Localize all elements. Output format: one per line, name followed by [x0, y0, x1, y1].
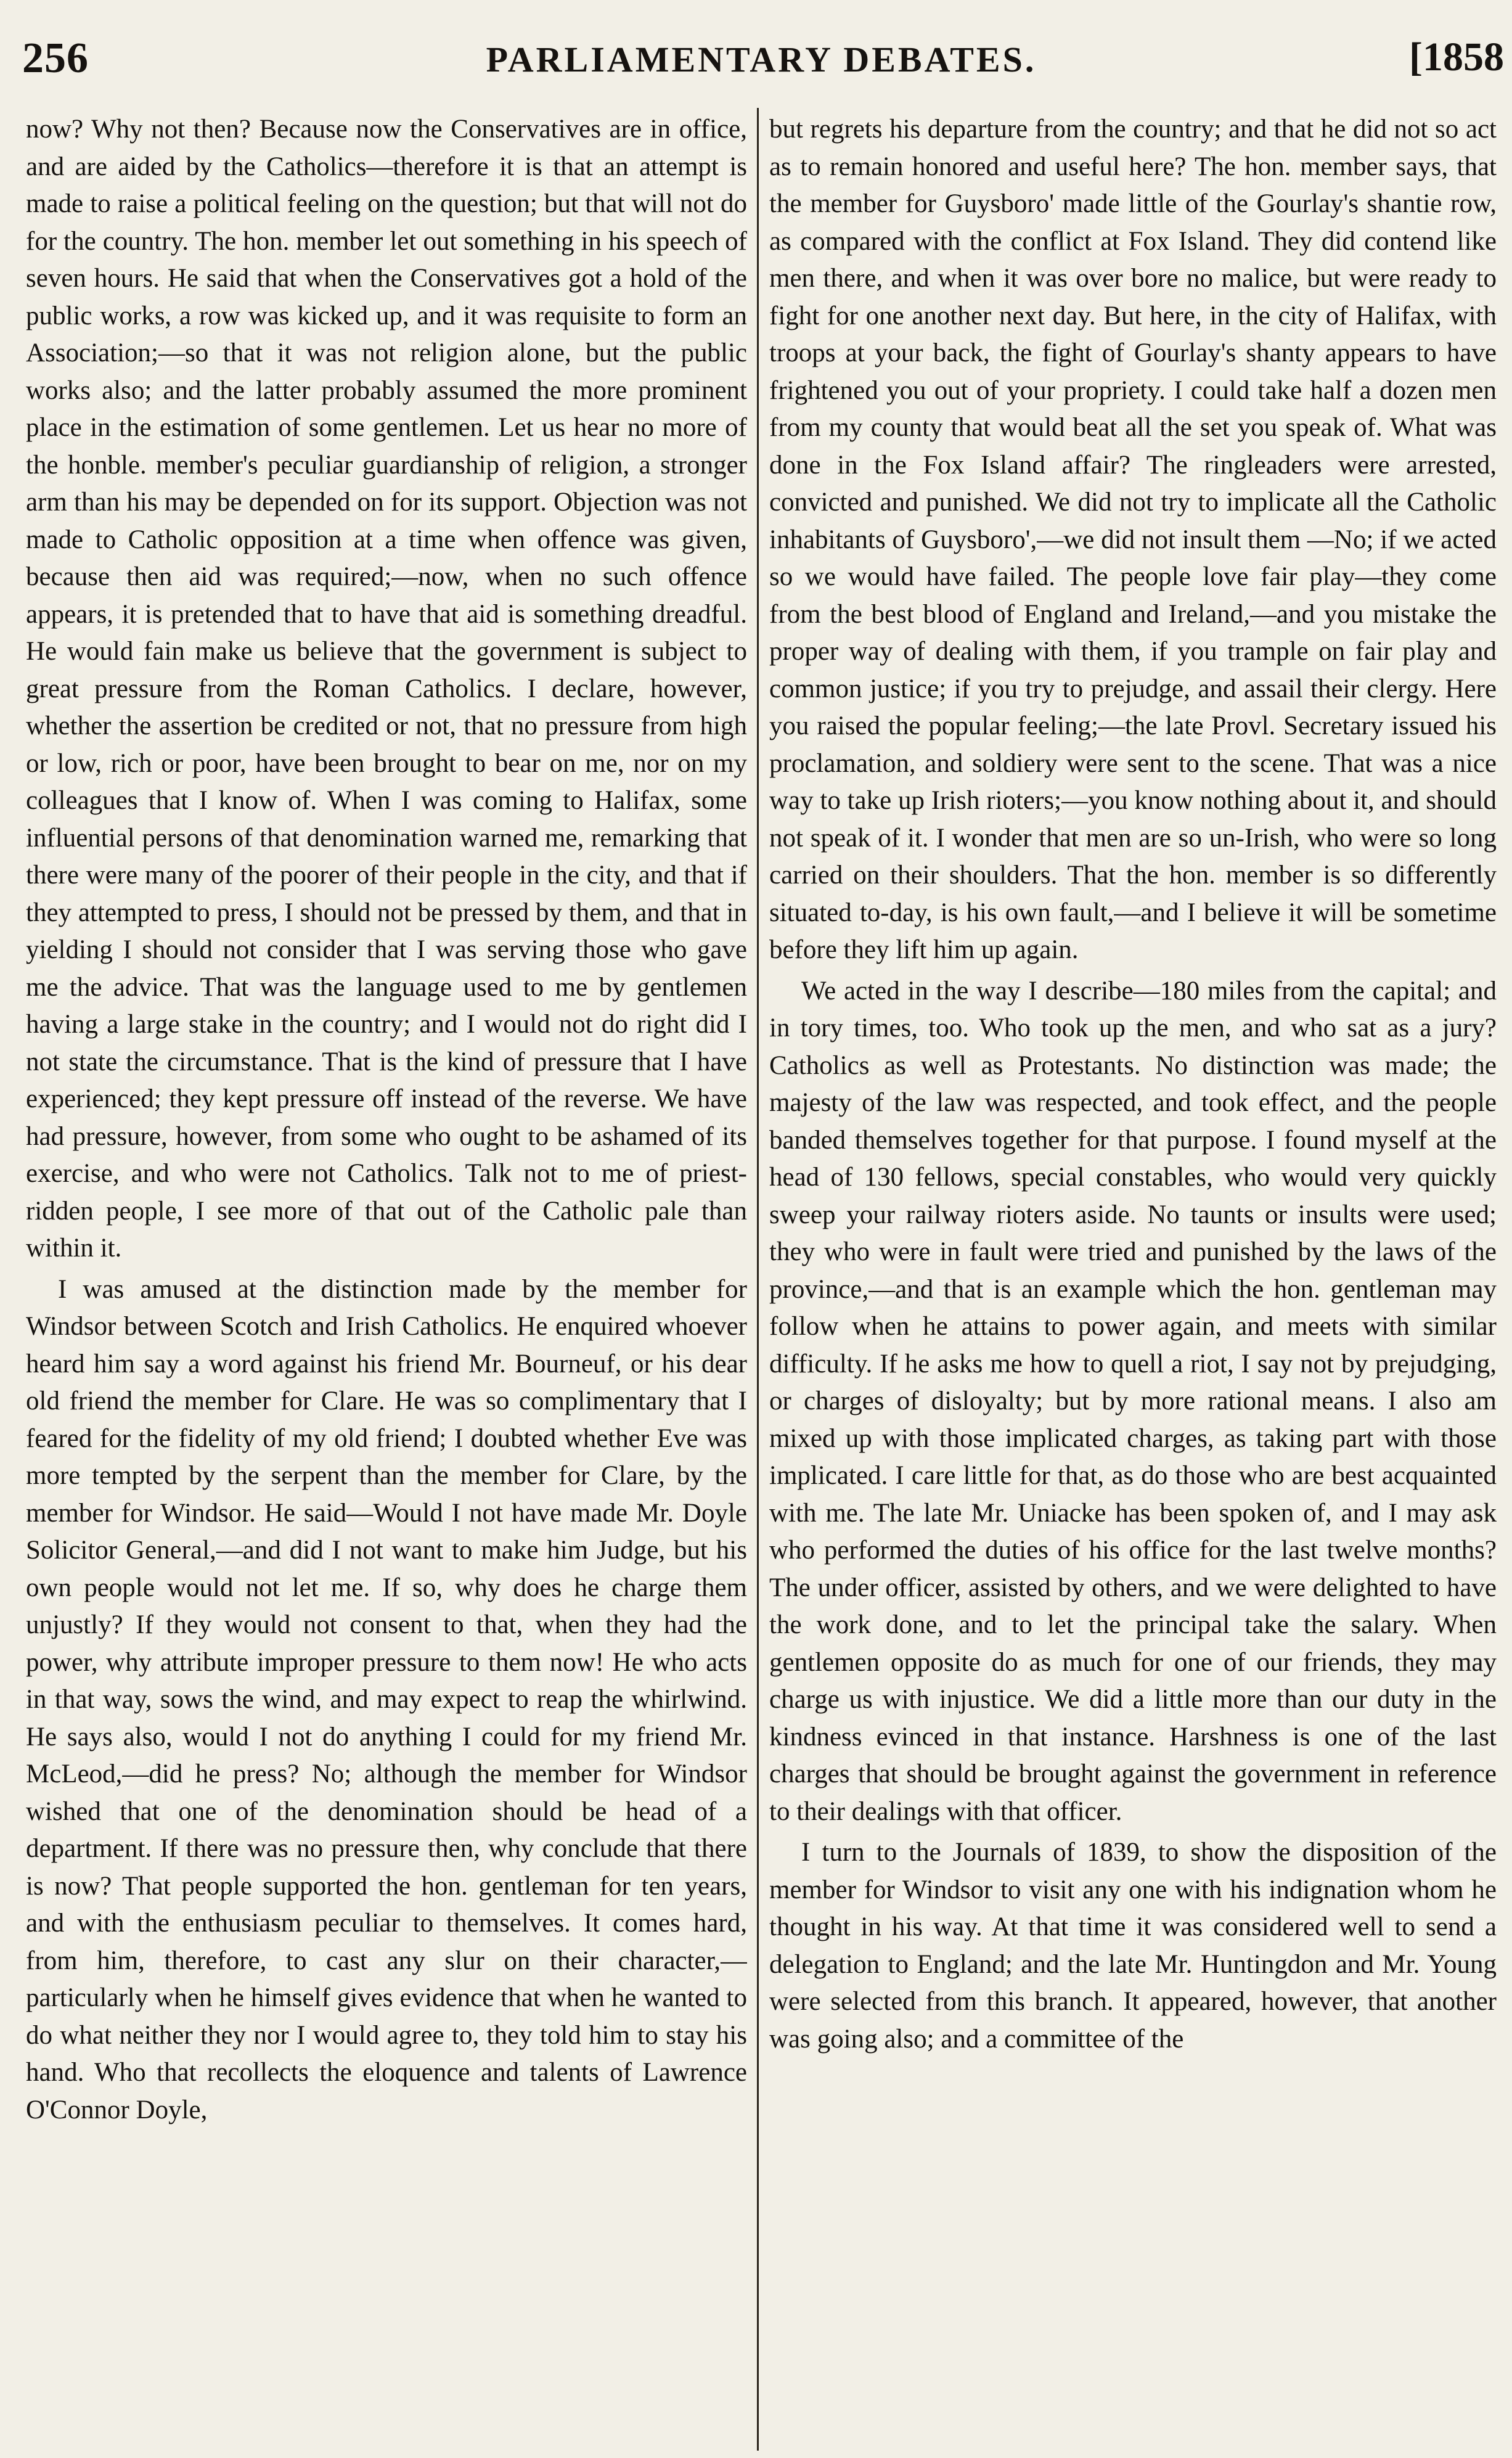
- paragraph: We acted in the way I describe—180 miles from the capital; and in tory times, too. Who took up the men, and who sat as a jury? Catholics as well as Protestants. No distinction was made; the majesty of the law was respected, and took effect, and the people banded themselves together for that purpose. I found myself at the head of 130 fellows, special constables, who would very quickly sweep your railway rioters aside. No taunts or insults were used; they who were in fault were tried and punished by the laws of the province,—and that is an example which the hon. gentleman may follow when he attains to power again, and meets with similar difficulty. If he asks me how to quell a riot, I say not by prejudging, or charges of disloyalty; but by more rational means. I also am mixed up with those implicated charges, as taking part with those implicated. I care little for that, as do those who are best acquainted with me. The late Mr. Uniacke has been spoken of, and I may ask who performed the duties of his office for the last twelve months? The under officer, assisted by others, and we were delighted to have the work done, and to let the principal take the salary. When gentlemen opposite do as much for one of our friends, they may charge us with injustice. We did a little more than our duty in the kindness evinced in that instance. Harshness is one of the last charges that should be brought against the government in reference to their dealings with that officer.: [769, 976, 1497, 1826]
- paragraph: I was amused at the distinction made by the member for Windsor between Scotch and Irish Catholics. He enquired whoever heard him say a word against his friend Mr. Bourneuf, or his dear old friend the member for Clare. He was so complimentary that I feared for the fidelity of my old friend; I doubted whether Eve was more tempted by the serpent than the member for Clare, by the member for Windsor. He said—Would I not have made Mr. Doyle Solicitor General,—and did I not want to make him Judge, but his own people would not let me. If so, why does he charge them unjustly? If they would not consent to that, when they had the power, why attribute improper pressure to them now! He who acts in that way, sows the wind, and may expect to reap the whirlwind. He says also, would I not do anything I could for my friend Mr. McLeod,—did he press? No; although the member for Windsor wished that one of the denomination should be head of a department. If there was no pressure then, why conclude that there is now? That people supported the hon. gentleman for ten years, and with the enthusiasm peculiar to themselves. It comes hard, from him, therefore, to cast any slur on their character,—particularly when he himself gives evidence that when he wanted to do what neither they nor I would agree to, they told him to stay his hand. Who that recollects the eloquence and talents of Lawrence O'Connor Doyle,: [26, 1274, 747, 2124]
- paragraph: I turn to the Journals of 1839, to show the disposition of the member for Windsor to visit any one with his indignation whom he thought in his way. At that time it was considered well to send a delegation to England; and the late Mr. Huntingdon and Mr. Young were selected from this branch. It appeared, however, that another was going also; and a committee of the: [769, 1838, 1497, 2054]
- left-column: [26, 111, 747, 2448]
- paragraph: but regrets his departure from the country; and that he did not so act as to remain honored and useful here? The hon. member says, that the member for Guysboro' made little of the Gourlay's shantie row, as compared with the conflict at Fox Island. They did contend like men there, and when it was over bore no malice, but were ready to fight for one another next day. But here, in the city of Halifax, with troops at your back, the fight of Gourlay's shanty appears to have frightened you out of your propriety. I could take half a dozen men from my county that would beat all the set you speak of. What was done in the Fox Island affair? The ringleaders were arrested, convicted and punished. We did not try to implicate all the Catholic inhabitants of Guysboro',—we did not insult them —No; if we acted so we would have failed. The people love fair play—they come from the best blood of England and Ireland,—and you mistake the proper way of dealing with them, if you trample on fair play and common justice; if you try to prejudge, and assail their clergy. Here you raised the popular feeling;—the late Provl. Secretary issued his proclamation, and soldiery were sent to the scene. That was a nice way to take up Irish rioters;—you know nothing about it, and should not speak of it. I wonder that men are so un-Irish, who were so long carried on their shoulders. That the hon. member is so differently situated to-day, is his own fault,—and I believe it will be sometime before they lift him up again.: [769, 115, 1497, 964]
- page-number: 256: [22, 35, 89, 82]
- right-column: [769, 111, 1497, 2448]
- session-mark: [1858: [1409, 35, 1504, 80]
- column-divider: [757, 108, 759, 2451]
- paragraph: now? Why not then? Because now the Conservatives are in office, and are aided by the Catholics—therefore it is that an attempt is made to raise a political feeling on the question; but that will not do for the country. The hon. member let out something in his speech of seven hours. He said that when the Conservatives got a hold of the public works, a row was kicked up, and it was requisite to form an Association;—so that it was not religion alone, but the public works also; and the latter probably assumed the more prominent place in the estimation of some gentlemen. Let us hear no more of the honble. member's peculiar guardianship of religion, a stronger arm than his may be depended on for its support. Objection was not made to Catholic opposition at a time when offence was given, because then aid was required;—now, when no such offence appears, it is pretended that to have that aid is something dreadful. He would fain make us believe that the government is subject to great pressure from the Roman Catholics. I declare, however, whether the assertion be credited or not, that no pressure from high or low, rich or poor, have been brought to bear on me, nor on my colleagues that I know of. When I was coming to Halifax, some influential persons of that denomination warned me, remarking that there were many of the poorer of their people in the city, and that if they attempted to press, I should not be pressed by them, and that in yielding I should not consider that I was serving those who gave me the advice. That was the language used to me by gentlemen having a large stake in the country; and I would not do right did I not state the circumstance. That is the kind of pressure that I have experienced; they kept pressure off instead of the reverse. We have had pressure, however, from some who ought to be ashamed of its exercise, and who were not Catholics. Talk not to me of priest-ridden people, I see more of that out of the Catholic pale than within it.: [26, 115, 747, 1263]
- running-title: PARLIAMENTARY DEBATES.: [486, 39, 1037, 80]
- page-header: [18, 34, 1504, 102]
